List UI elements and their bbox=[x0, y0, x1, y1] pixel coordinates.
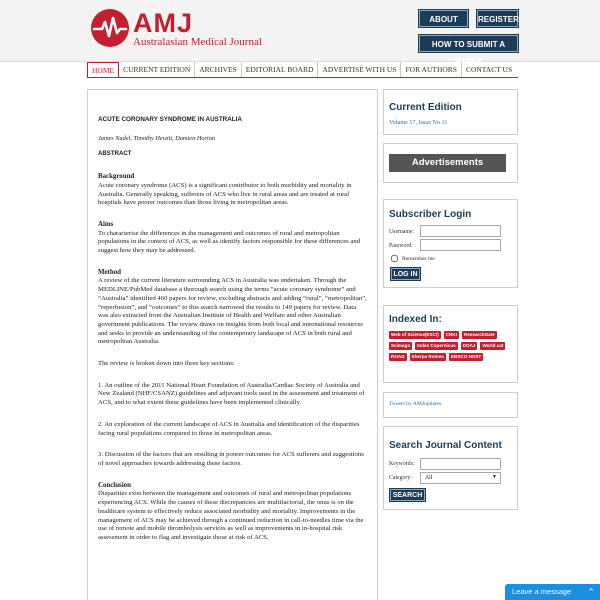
index-badges bbox=[389, 331, 512, 364]
username-label: Username: bbox=[389, 229, 415, 235]
article-title: ACUTE CORONARY SYNDROME IN AUSTRALIA bbox=[98, 116, 242, 123]
method-text: A review of the current literature surrounding ACS in Australia was undertaken. Through the MEDLINE/PubMed database a thorough search using the terms “acute coronary syndrome” and “Australia” identified 460 papers for review, excluding abstracts and adding “rural”, “metropolitan”, “reperfusion”, and “outcomes” to this search narrowed the results to 149 papers for review. Data was also extracted from the Australian Institute of Health and Welfare and other Australian government publications. The review draws on insights from both local and international resources and seeks to provide an understanding of the contemporary landscape of ACS in both rural and metropolitan Australia. bbox=[98, 277, 367, 346]
current-edition-heading: Current Edition bbox=[389, 102, 462, 113]
article-authors: James Nadel, Timothy Hewitt, Damien Horton bbox=[98, 134, 216, 142]
current-edition-link[interactable]: Volume 17, Issue No 11 bbox=[389, 120, 448, 126]
nav-current-edition[interactable]: CURRENT EDITION bbox=[119, 62, 195, 77]
index-badge[interactable]: Sherpa Romeo bbox=[411, 354, 444, 359]
keywords-label: Keywords: bbox=[389, 461, 415, 467]
leave-message-widget[interactable] bbox=[505, 584, 600, 600]
keywords-input[interactable] bbox=[420, 458, 501, 470]
index-badge[interactable]: CNKI bbox=[445, 332, 457, 337]
category-select[interactable] bbox=[420, 472, 501, 484]
review-point-2: 2. An exploration of the current landscape of ACS in Australia and identification of the disparities facing rural populations compared to those in metropolitan areas. bbox=[98, 420, 360, 437]
method-heading: Method bbox=[98, 268, 121, 276]
current-edition-box bbox=[383, 89, 518, 135]
nav-archives[interactable]: ARCHIVES bbox=[195, 62, 242, 77]
site-header bbox=[0, 0, 600, 66]
index-badge[interactable]: DOAJ bbox=[462, 343, 476, 348]
register-button[interactable]: REGISTER bbox=[477, 10, 518, 27]
subscriber-login-box bbox=[383, 199, 518, 288]
review-point-1: 1. An outline of the 2011 National Heart Foundation of Australia/Cardiac Society of Australia and New Zealand (NHF/CSANZ) guidelines and adjuvant tools used in the assessment and treatment of ACS, and to what extent these guidelines have been implemented clinically. bbox=[98, 381, 365, 407]
category-value: All bbox=[425, 475, 433, 481]
username-input[interactable] bbox=[420, 225, 501, 237]
brand-subtitle: Australasian Medical Journal bbox=[133, 36, 262, 48]
nav-contact[interactable]: CONTACT US bbox=[465, 65, 513, 74]
chevron-down-icon: ▼ bbox=[492, 475, 497, 480]
nav-editorial-board[interactable]: EDITORIAL BOARD bbox=[242, 62, 319, 77]
category-label: Category: bbox=[389, 475, 412, 481]
article-panel bbox=[87, 89, 378, 600]
review-point-3: 3. Discussion of the factors that are resulting in poorer outcomes for ACS sufferers and suggestions of novel approaches towards addressing these factors. bbox=[98, 451, 364, 467]
login-heading: Subscriber Login bbox=[389, 209, 472, 220]
index-badge[interactable]: World cat bbox=[482, 343, 504, 348]
brand-name[interactable]: AMJ bbox=[133, 8, 194, 38]
remember-me-label: Remember me bbox=[402, 255, 435, 262]
abstract-label: ABSTRACT bbox=[98, 150, 132, 158]
aims-text: To characterise the differences in the management and outcomes of rural and metropolitan populations in the context of ACS, as well as identify factors responsible for these differences and suggest how they may be addressed. bbox=[98, 229, 361, 255]
background-heading: Background bbox=[98, 173, 135, 181]
index-badge[interactable]: EBSCO HOST bbox=[450, 354, 482, 359]
leave-message-label: Leave a message bbox=[512, 587, 572, 596]
index-badge[interactable]: ResearchGate bbox=[463, 332, 495, 337]
indexed-in-box bbox=[383, 305, 518, 383]
search-button[interactable]: SEARCH bbox=[390, 489, 425, 501]
search-heading: Search Journal Content bbox=[389, 440, 502, 451]
index-badge[interactable]: Web of Science(ESCI) bbox=[391, 332, 439, 337]
about-amj-button[interactable]: ABOUT bbox=[419, 10, 468, 27]
conclusion-text: Disparities exist between the management and outcomes of rural and metropolitan populations experiencing ACS. While the causes of these discrepancies are multifactorial, the onus is on the healthcare system to effectively reduce associated morbidity and mortality. Improvements in the management of ACS may be achieved through a continued reduction in call-to-needles time via the use of remote and mobile thrombolysis services as well as improvements in in-hospital risk assessment in order to flag and investigate those at risk of ACS. bbox=[98, 490, 364, 541]
tweets-link[interactable]: Tweets by AMJupdates bbox=[389, 401, 442, 407]
amj-logo-icon[interactable] bbox=[91, 9, 129, 47]
advertisements-box bbox=[383, 143, 518, 183]
indexed-heading: Indexed In: bbox=[389, 314, 442, 325]
background-text: Acute coronary syndrome (ACS) is a significant contributor to both morbidity and mortality in Australia. Generally speaking, sufferers of ACS who live in rural areas and are treated at rural hospitals have poorer outcomes than those living in metropolitan areas. bbox=[98, 181, 352, 207]
review-intro: The review is broken down into three key sections: bbox=[98, 360, 235, 368]
index-badge[interactable]: Scimago bbox=[391, 343, 411, 348]
index-badge[interactable]: Index Copernicus bbox=[417, 343, 456, 348]
search-journal-box bbox=[383, 426, 518, 510]
tweets-box bbox=[383, 392, 518, 418]
index-badge[interactable]: ROAD bbox=[391, 354, 405, 359]
nav-home[interactable]: HOME bbox=[87, 62, 119, 77]
login-button[interactable]: LOG IN bbox=[391, 268, 420, 280]
nav-advertise[interactable]: ADVERTISE WITH US bbox=[318, 62, 401, 77]
main-nav bbox=[87, 62, 518, 78]
aims-heading: Aims bbox=[98, 220, 114, 228]
nav-for-authors[interactable]: FOR AUTHORS bbox=[401, 62, 461, 77]
advertisements-button[interactable]: Advertisements bbox=[389, 154, 506, 172]
chevron-up-icon: ⌃ bbox=[587, 587, 595, 597]
remember-me[interactable] bbox=[391, 255, 435, 262]
conclusion-heading: Conclusion bbox=[98, 481, 131, 489]
how-to-submit-button[interactable]: HOW TO SUBMIT A PAPER bbox=[419, 35, 518, 52]
password-label: Password: bbox=[389, 243, 413, 249]
remember-me-checkbox[interactable] bbox=[391, 255, 398, 262]
password-input[interactable] bbox=[420, 239, 501, 251]
